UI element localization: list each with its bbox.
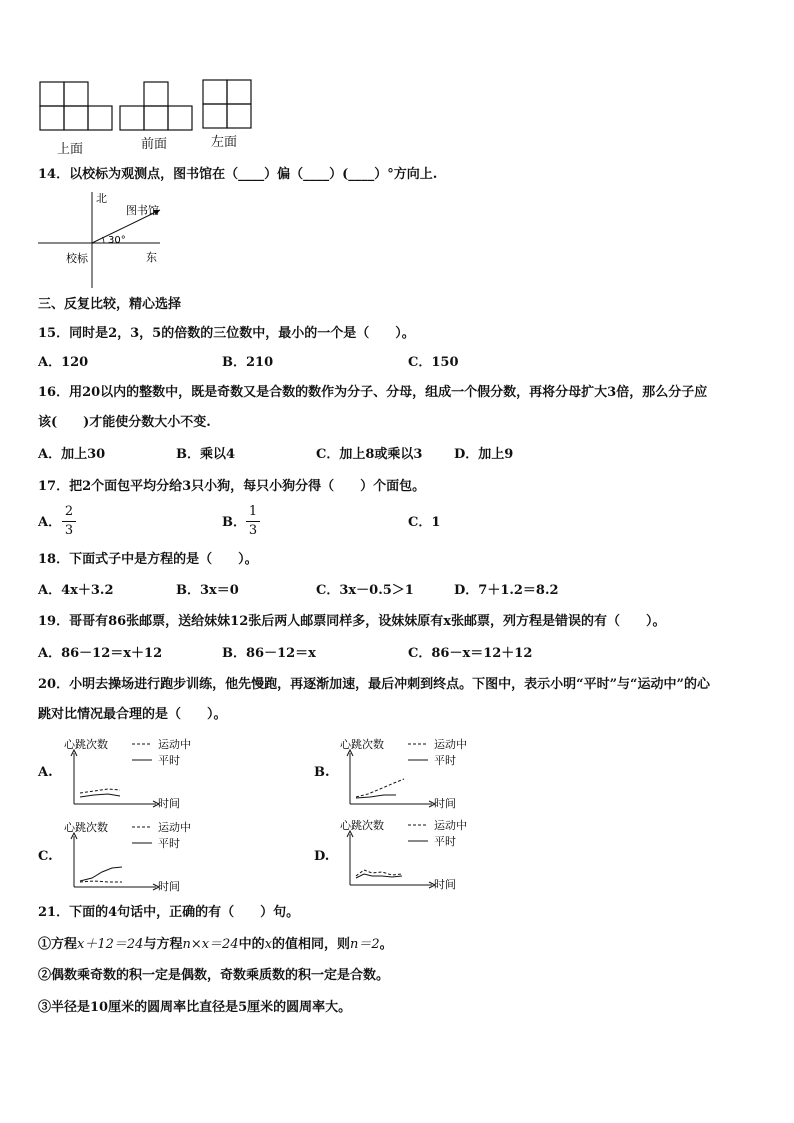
sport-curve-dashed — [80, 881, 122, 882]
q15-stem: 15．同时是2，3，5的倍数的三位数中，最小的一个是（ ）。 — [38, 326, 415, 341]
top-view-label: 上面 — [57, 142, 84, 157]
q19-stem: 19．哥哥有86张邮票，送给妹妹12张后两人邮票同样多，设妹妹原有x张邮票，列方程是错误的有（ ）。 — [38, 614, 666, 629]
chart-axes — [347, 750, 435, 807]
q18-option-a[interactable]: A．4x＋3.2 — [38, 583, 114, 598]
q21-s1-equation-1: x＋12＝24 — [77, 937, 144, 952]
front-view-figure — [118, 80, 198, 132]
q16-option-b[interactable]: B．乘以4 — [176, 447, 236, 462]
q21-statement-2: ②偶数乘奇数的积一定是偶数，奇数乘质数的积一定是合数。 — [38, 968, 390, 983]
q19-option-a[interactable]: A．86－12＝x＋12 — [38, 646, 163, 661]
q17-option-b-denominator: 3 — [248, 523, 258, 538]
normal-curve-solid — [80, 794, 120, 797]
legend-solid-label: 平时 — [434, 754, 456, 767]
q18-stem: 18．下面式子中是方程的是（ ）。 — [38, 552, 258, 567]
normal-curve-solid — [80, 867, 122, 881]
q20-option-d-label[interactable]: D. — [314, 849, 330, 864]
q20-option-a-label[interactable]: A. — [38, 765, 53, 780]
chart-ylabel: 心跳次数 — [64, 821, 108, 834]
q17-option-c[interactable]: C．1 — [408, 515, 441, 530]
q20-stem-line1: 20．小明去操场进行跑步训练，他先慢跑，再逐渐加速，最后冲刺到终点。下图中，表示小明“平时”与“运动中”的心 — [38, 677, 711, 692]
q21-s1-text-d: 的值相同，则 — [271, 937, 350, 952]
q20-option-b-label[interactable]: B. — [314, 765, 330, 780]
chart-xlabel: 时间 — [158, 797, 180, 810]
q16-option-a[interactable]: A．加上30 — [38, 447, 106, 462]
legend-dashed-label: 运动中 — [434, 738, 467, 751]
q20-option-c-label[interactable]: C. — [38, 849, 53, 864]
q17-option-b-numerator: 1 — [248, 504, 258, 519]
q14-stem: 14．以校标为观测点，图书馆在（____）偏（____）(____）°方向上. — [38, 167, 438, 182]
section-3-heading: 三、反复比较，精心选择 — [38, 297, 182, 312]
q16-stem-line1: 16．用20以内的整数中，既是奇数又是合数的数作为分子、分母，组成一个假分数，再将分母扩大3倍，那么分子应 — [38, 385, 708, 400]
sport-curve-dashed — [80, 789, 120, 793]
q20-chart-c[interactable] — [62, 820, 262, 895]
q17-option-a-denominator: 3 — [64, 523, 74, 538]
q17-option-b-label[interactable]: B． — [222, 515, 246, 530]
legend-dashed-label: 运动中 — [434, 819, 467, 832]
q17-stem: 17．把2个面包平均分给3只小狗，每只小狗分得（ ）个面包。 — [38, 479, 426, 494]
q20-chart-d[interactable] — [338, 818, 538, 893]
library-label: 图书馆 — [126, 204, 159, 217]
q21-s1-equation-2: n×x＝24 — [182, 937, 239, 952]
q20-chart-a[interactable] — [62, 737, 262, 812]
top-view-figure — [38, 80, 118, 132]
chart-xlabel: 时间 — [434, 878, 456, 891]
chart-xlabel: 时间 — [434, 797, 456, 810]
left-view-figure — [201, 78, 257, 130]
legend-solid-label: 平时 — [158, 754, 180, 767]
north-label: 北 — [96, 192, 107, 205]
q21-s1-variable: x — [264, 937, 272, 952]
q21-statement-1 — [38, 937, 393, 953]
q21-s1-text-a: ①方程 — [38, 937, 78, 952]
legend-dashed-label: 运动中 — [158, 821, 191, 834]
q20-stem-line2: 跳对比情况最合理的是（ ）。 — [38, 707, 227, 722]
chart-axes — [71, 750, 159, 807]
front-view-label: 前面 — [141, 137, 168, 152]
q17-option-b-fraction — [246, 505, 260, 538]
chart-axes — [71, 833, 159, 890]
q21-s1-text-b: 与方程 — [143, 937, 183, 952]
q21-statement-3: ③半径是10厘米的圆周率比直径是5厘米的圆周率大。 — [38, 1000, 352, 1015]
legend-solid-label: 平时 — [434, 835, 456, 848]
q21-s1-text-e: 。 — [379, 937, 393, 952]
q15-option-c[interactable]: C．150 — [408, 355, 459, 370]
q15-option-b[interactable]: B．210 — [222, 355, 274, 370]
q15-option-a[interactable]: A．120 — [38, 355, 89, 370]
chart-ylabel: 心跳次数 — [340, 819, 384, 832]
fraction-bar — [62, 521, 76, 522]
q19-option-b[interactable]: B．86－12＝x — [222, 646, 316, 661]
chart-xlabel: 时间 — [158, 880, 180, 893]
chart-ylabel: 心跳次数 — [340, 738, 384, 751]
q17-option-a-label[interactable]: A． — [38, 515, 62, 530]
chart-axes — [347, 831, 435, 888]
q14-direction-diagram — [34, 190, 194, 290]
angle-label: 30° — [108, 235, 126, 246]
q18-option-c[interactable]: C．3x－0.5＞1 — [316, 583, 414, 598]
q18-option-b[interactable]: B．3x＝0 — [176, 583, 239, 598]
origin-label: 校标 — [66, 252, 88, 265]
chart-ylabel: 心跳次数 — [64, 738, 108, 751]
q18-option-d[interactable]: D．7＋1.2＝8.2 — [454, 583, 559, 598]
q16-option-c[interactable]: C．加上8或乘以3 — [316, 447, 423, 462]
legend-dashed-label: 运动中 — [158, 738, 191, 751]
q21-stem: 21．下面的4句话中，正确的有（ ）句。 — [38, 905, 300, 920]
east-label: 东 — [146, 251, 157, 264]
left-view-label: 左面 — [211, 135, 238, 150]
q21-s1-equation-3: n＝2 — [349, 937, 380, 952]
q17-option-a-fraction — [62, 505, 76, 538]
legend-solid-label: 平时 — [158, 837, 180, 850]
sport-curve-dashed — [356, 779, 404, 797]
angle-arc — [103, 237, 105, 243]
fraction-bar — [246, 521, 260, 522]
q20-chart-b[interactable] — [338, 737, 538, 812]
q19-option-c[interactable]: C．86－x＝12＋12 — [408, 646, 533, 661]
q21-s1-text-c: 中的 — [238, 937, 265, 952]
q16-stem-line2: 该( )才能使分数大小不变. — [38, 415, 211, 430]
q17-option-a-numerator: 2 — [64, 504, 74, 519]
q16-option-d[interactable]: D．加上9 — [454, 447, 514, 462]
